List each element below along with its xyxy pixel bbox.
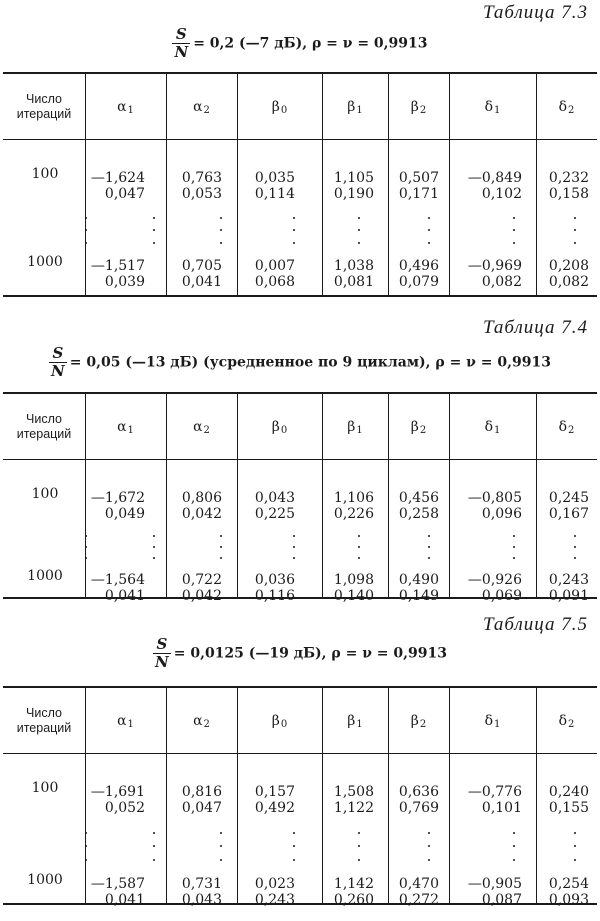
column-divider <box>237 754 238 903</box>
column-header-α1: α 1 <box>117 418 134 436</box>
ellipsis-dot <box>358 859 360 861</box>
ellipsis-dot <box>220 557 222 559</box>
value-cell: 0,456 0,258 <box>398 490 439 522</box>
value-cell: —0,805 0,096 <box>467 490 522 522</box>
value-cell: 1,038 0,081 <box>333 258 374 290</box>
ellipsis-dot <box>153 546 155 548</box>
iteration-count: 100 <box>31 486 59 502</box>
value-cell: —1,672 0,049 <box>90 490 145 522</box>
column-header-β0: β 0 <box>271 98 288 116</box>
value-cell: 0,035 0,114 <box>254 170 295 202</box>
value-cell: 0,007 0,068 <box>254 258 295 290</box>
column-header-β2: β 2 <box>410 418 427 436</box>
ellipsis-dot <box>85 229 87 231</box>
ellipsis-dot <box>428 546 430 548</box>
value-cell: 1,142 0,260 <box>333 876 374 908</box>
column-divider <box>322 754 323 903</box>
value-cell: 0,043 0,225 <box>254 490 295 522</box>
table-header <box>3 688 597 754</box>
iteration-count: 1000 <box>27 254 63 270</box>
value-cell: 0,232 0,158 <box>548 170 589 202</box>
ellipsis-dot <box>220 845 222 847</box>
column-divider <box>388 460 389 597</box>
snr-fraction: $\frac{S}{N}$ <box>155 635 169 671</box>
column-divider <box>237 140 238 295</box>
ellipsis-dot <box>513 242 515 244</box>
column-divider <box>85 754 86 903</box>
value-cell: 0,157 0,492 <box>254 784 295 816</box>
table-block-7-3 <box>0 0 600 300</box>
value-cell: 1,098 0,140 <box>333 572 374 604</box>
ellipsis-dot <box>85 546 87 548</box>
ellipsis-dot <box>574 557 576 559</box>
ellipsis-dot <box>428 859 430 861</box>
column-divider <box>449 754 450 903</box>
ellipsis-dot <box>293 535 295 537</box>
value-cell: 0,722 0,042 <box>181 572 222 604</box>
table-label: Таблица 7.5 <box>483 614 588 635</box>
column-divider <box>166 460 167 597</box>
ellipsis-dot <box>85 859 87 861</box>
ellipsis-dot <box>85 217 87 219</box>
column-divider <box>85 460 86 597</box>
column-header-α2: α 2 <box>193 712 210 730</box>
value-cell: —0,905 0,087 <box>467 876 522 908</box>
ellipsis-dot <box>358 535 360 537</box>
iteration-count: 100 <box>31 780 59 796</box>
column-header-δ2: δ 2 <box>558 712 575 730</box>
ellipsis-dot <box>358 832 360 834</box>
ellipsis-dot <box>513 217 515 219</box>
column-divider <box>536 460 537 597</box>
iteration-count: 100 <box>31 166 59 182</box>
column-header-α2: α 2 <box>193 98 210 116</box>
column-header-α2: α 2 <box>193 418 210 436</box>
ellipsis-dot <box>358 217 360 219</box>
value-cell: 0,816 0,047 <box>181 784 222 816</box>
ellipsis-dot <box>153 557 155 559</box>
ellipsis-dot <box>85 557 87 559</box>
ellipsis-dot <box>574 242 576 244</box>
ellipsis-dot <box>293 242 295 244</box>
column-divider <box>388 140 389 295</box>
value-cell: 0,636 0,769 <box>398 784 439 816</box>
iterations-header: Число итераций <box>16 411 72 441</box>
value-cell: —1,564 0,041 <box>90 572 145 604</box>
ellipsis-dot <box>293 557 295 559</box>
value-cell: —1,691 0,052 <box>90 784 145 816</box>
ellipsis-dot <box>220 217 222 219</box>
snr-fraction: $\frac{S}{N}$ <box>51 344 65 380</box>
value-cell: —0,776 0,101 <box>467 784 522 816</box>
ellipsis-dot <box>153 535 155 537</box>
ellipsis-dot <box>513 845 515 847</box>
value-cell: 1,106 0,226 <box>333 490 374 522</box>
column-header-α1: α 1 <box>117 98 134 116</box>
ellipsis-dot <box>358 546 360 548</box>
ellipsis-dot <box>153 832 155 834</box>
column-divider <box>322 460 323 597</box>
ellipsis-dot <box>153 217 155 219</box>
column-divider <box>388 754 389 903</box>
ellipsis-dot <box>574 845 576 847</box>
column-divider <box>237 460 238 597</box>
column-header-α1: α 1 <box>117 712 134 730</box>
column-header-β1: β 1 <box>347 98 363 116</box>
ellipsis-dot <box>428 845 430 847</box>
table-label: Таблица 7.3 <box>483 2 588 23</box>
ellipsis-dot <box>220 832 222 834</box>
ellipsis-dot <box>85 242 87 244</box>
value-cell: 0,240 0,155 <box>548 784 589 816</box>
ellipsis-dot <box>293 859 295 861</box>
table-body <box>3 140 597 295</box>
value-cell: —0,926 0,069 <box>467 572 522 604</box>
ellipsis-dot <box>153 229 155 231</box>
column-divider <box>166 140 167 295</box>
column-divider <box>322 140 323 295</box>
table-body <box>3 460 597 604</box>
ellipsis-dot <box>85 535 87 537</box>
data-table <box>3 392 597 604</box>
value-cell: 0,490 0,149 <box>398 572 439 604</box>
value-cell: 0,496 0,079 <box>398 258 439 290</box>
column-divider <box>449 140 450 295</box>
column-header-δ1: δ 1 <box>484 712 501 730</box>
ellipsis-dot <box>293 229 295 231</box>
value-cell: 1,105 0,190 <box>333 170 374 202</box>
value-cell: 0,023 0,243 <box>254 876 295 908</box>
ellipsis-dot <box>358 557 360 559</box>
ellipsis-dot <box>85 832 87 834</box>
iteration-count: 1000 <box>27 568 63 584</box>
ellipsis-dot <box>293 845 295 847</box>
value-cell: 0,208 0,082 <box>548 258 589 290</box>
column-divider <box>536 754 537 903</box>
ellipsis-dot <box>293 546 295 548</box>
table-block-7-4 <box>0 315 600 615</box>
ellipsis-dot <box>220 859 222 861</box>
ellipsis-dot <box>428 217 430 219</box>
ellipsis-dot <box>574 859 576 861</box>
snr-fraction: $\frac{S}{N}$ <box>174 25 189 61</box>
ellipsis-dot <box>293 217 295 219</box>
data-table <box>3 686 597 908</box>
value-cell: 0,470 0,272 <box>398 876 439 908</box>
ellipsis-dot <box>220 535 222 537</box>
ellipsis-dot <box>358 845 360 847</box>
ellipsis-dot <box>428 832 430 834</box>
value-cell: 0,731 0,043 <box>181 876 222 908</box>
value-cell: 1,508 1,122 <box>333 784 374 816</box>
column-divider <box>449 460 450 597</box>
iterations-header: Число итераций <box>16 91 72 121</box>
column-header-δ2: δ 2 <box>558 418 575 436</box>
ellipsis-dot <box>293 832 295 834</box>
ellipsis-dot <box>513 535 515 537</box>
column-header-δ1: δ 1 <box>484 418 501 436</box>
ellipsis-dot <box>513 832 515 834</box>
ellipsis-dot <box>220 546 222 548</box>
value-cell: 0,507 0,171 <box>398 170 439 202</box>
ellipsis-dot <box>513 546 515 548</box>
table-caption: $\frac{S}{N}$ = 0,05 (—13 дБ) (усредненное по 9 циклам), ρ = ν = 0,9913 <box>51 344 551 380</box>
value-cell: 0,245 0,167 <box>548 490 589 522</box>
column-header-β1: β 1 <box>347 418 363 436</box>
ellipsis-dot <box>574 832 576 834</box>
value-cell: 0,806 0,042 <box>181 490 222 522</box>
ellipsis-dot <box>428 557 430 559</box>
ellipsis-dot <box>574 217 576 219</box>
value-cell: 0,036 0,116 <box>254 572 295 604</box>
ellipsis-dot <box>428 535 430 537</box>
ellipsis-dot <box>220 242 222 244</box>
ellipsis-dot <box>85 845 87 847</box>
iterations-header: Число итераций <box>16 705 72 735</box>
column-divider <box>166 754 167 903</box>
value-cell: 0,243 0,091 <box>548 572 589 604</box>
iteration-count: 1000 <box>27 872 63 888</box>
table-header <box>3 394 597 460</box>
ellipsis-dot <box>220 229 222 231</box>
table-caption: $\frac{S}{N}$ = 0,0125 (—19 дБ), ρ = ν = 0,9913 <box>155 635 447 671</box>
column-header-β1: β 1 <box>347 712 363 730</box>
ellipsis-dot <box>428 242 430 244</box>
ellipsis-dot <box>153 845 155 847</box>
value-cell: 0,705 0,041 <box>181 258 222 290</box>
value-cell: —1,517 0,039 <box>90 258 145 290</box>
ellipsis-dot <box>153 859 155 861</box>
ellipsis-dot <box>513 229 515 231</box>
value-cell: 0,254 0,093 <box>548 876 589 908</box>
value-cell: —0,849 0,102 <box>467 170 522 202</box>
ellipsis-dot <box>513 859 515 861</box>
ellipsis-dot <box>513 557 515 559</box>
column-header-β0: β 0 <box>271 418 288 436</box>
column-header-β2: β 2 <box>410 712 427 730</box>
ellipsis-dot <box>153 242 155 244</box>
ellipsis-dot <box>358 242 360 244</box>
table-block-7-5 <box>0 612 600 921</box>
ellipsis-dot <box>428 229 430 231</box>
table-header <box>3 74 597 140</box>
value-cell: —1,587 0,041 <box>90 876 145 908</box>
column-header-δ1: δ 1 <box>484 98 501 116</box>
ellipsis-dot <box>574 546 576 548</box>
table-body <box>3 754 597 908</box>
column-divider <box>536 140 537 295</box>
value-cell: 0,763 0,053 <box>181 170 222 202</box>
table-caption: $\frac{S}{N}$ = 0,2 (—7 дБ), ρ = ν = 0,9913 <box>174 25 428 61</box>
column-header-β0: β 0 <box>271 712 288 730</box>
column-header-δ2: δ 2 <box>558 98 575 116</box>
ellipsis-dot <box>574 535 576 537</box>
ellipsis-dot <box>574 229 576 231</box>
value-cell: —1,624 0,047 <box>90 170 145 202</box>
value-cell: —0,969 0,082 <box>467 258 522 290</box>
ellipsis-dot <box>358 229 360 231</box>
column-header-β2: β 2 <box>410 98 427 116</box>
table-label: Таблица 7.4 <box>483 317 588 338</box>
data-table <box>3 72 597 297</box>
